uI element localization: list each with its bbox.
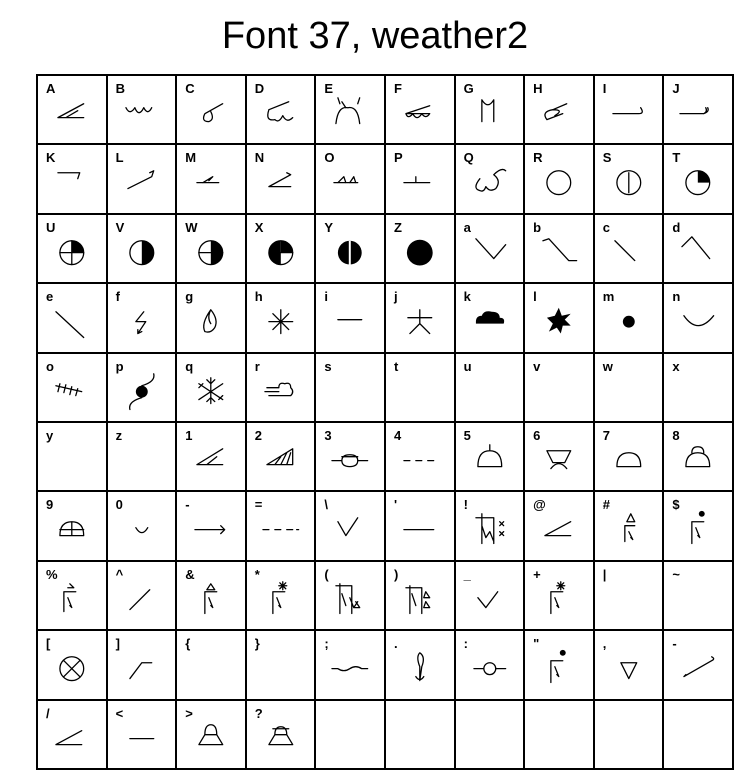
glyph-label: V [115, 219, 125, 235]
glyph-label: J [672, 81, 680, 96]
glyph-cell [663, 422, 733, 491]
glyph-label: _ [463, 566, 471, 582]
glyph-cell [594, 353, 664, 422]
dome-cross-icon [38, 492, 106, 559]
glyph-label: & [185, 566, 195, 582]
glyph-label: 2 [254, 427, 263, 443]
glyph-label: 9 [46, 497, 54, 513]
glyph-label: + [533, 566, 541, 582]
glyph-cell [315, 75, 385, 144]
glyph-cell [107, 561, 177, 630]
glyph-label: t [393, 358, 399, 374]
glyph-label: m [602, 289, 615, 305]
thunder-snow-icon [247, 562, 315, 629]
glyph-cell [524, 353, 594, 422]
glyph-cell [176, 422, 246, 491]
glyph-cell [37, 561, 107, 630]
check-slope-icon [456, 215, 524, 282]
grid-row [37, 144, 733, 213]
glyph-cell [107, 214, 177, 283]
glyph-cell [663, 283, 733, 352]
glyph-cell [524, 700, 594, 769]
glyph-cell [37, 144, 107, 213]
peak-slope-icon [664, 215, 732, 282]
glyph-label: x [672, 358, 680, 374]
long-line-icon [386, 492, 454, 559]
glyph-label: 8 [672, 427, 680, 443]
wedge-thin-icon [38, 701, 106, 768]
page-title: Font 37, weather2 [221, 15, 529, 57]
glyph-label: c [602, 219, 610, 235]
glyph-cell [176, 283, 246, 352]
glyph-cell [663, 491, 733, 560]
glyph-label: y [46, 427, 54, 443]
glyph-label: 7 [602, 427, 610, 443]
glyph-label: r [254, 358, 260, 374]
glyph-cell [663, 353, 733, 422]
glyph-table [36, 74, 734, 770]
glyph-cell [385, 700, 455, 769]
glyph-cell [37, 700, 107, 769]
glyph-label: e [46, 289, 54, 305]
glyph-label: 5 [463, 427, 471, 443]
diagonal-hook-small-icon [247, 145, 315, 212]
ledge-slope-icon [525, 215, 593, 282]
bracket-arcs-icon [316, 76, 384, 143]
glyph-cell [524, 561, 594, 630]
glyph-cell [176, 353, 246, 422]
grid-row [37, 491, 733, 560]
glyph-cell [176, 214, 246, 283]
glyph-cell [107, 491, 177, 560]
glyph-cell [176, 700, 246, 769]
glyph-label: i [324, 289, 328, 305]
glyph-cell [594, 283, 664, 352]
glyph-cell [455, 353, 525, 422]
glyph-label: I [602, 81, 607, 96]
solid-cloud-icon [456, 284, 524, 351]
glyph-cell [455, 630, 525, 699]
circle-vertical-line-icon [595, 145, 663, 212]
snowflake-asterisk-icon [247, 284, 315, 351]
glyph-cell [524, 491, 594, 560]
glyph-label: q [185, 358, 194, 374]
glyph-label: P [393, 150, 403, 166]
glyph-cell [107, 630, 177, 699]
glyph-label: W [185, 219, 198, 235]
trapezoid-arc-icon [525, 423, 593, 490]
glyph-label: # [602, 497, 610, 513]
glyph-label: a [463, 219, 471, 235]
glyph-label: , [602, 636, 607, 652]
glyph-cell [455, 422, 525, 491]
glyph-label: / [46, 705, 50, 721]
glyph-label: { [185, 636, 191, 652]
dashed-long-line-icon [247, 492, 315, 559]
glyph-label: * [254, 566, 260, 582]
glyph-label: k [463, 289, 471, 305]
diagonal-line-icon [38, 284, 106, 351]
curl-double-scallop-icon [456, 145, 524, 212]
thunder-triangle-small-icon [177, 562, 245, 629]
glyph-label: B [115, 81, 125, 96]
storm-box-triangle-icon [316, 562, 384, 629]
glyph-label: S [602, 150, 612, 166]
glyph-cell [176, 75, 246, 144]
snowflake-icon [177, 354, 245, 421]
glyph-label: O [324, 150, 335, 166]
slope-short-icon [595, 215, 663, 282]
glyph-label: M [185, 150, 197, 166]
ledge-line-icon [386, 145, 454, 212]
glyph-cell [176, 144, 246, 213]
grid-row [37, 283, 733, 352]
glyph-label: ' [393, 497, 398, 513]
glyph-cell [455, 214, 525, 283]
glyph-cell [315, 491, 385, 560]
glyph-cell [37, 422, 107, 491]
horizontal-line-icon [316, 284, 384, 351]
glyph-label: - [185, 497, 190, 513]
circle-quarter-icon [664, 145, 732, 212]
star-icon [386, 284, 454, 351]
glyph-cell [663, 214, 733, 283]
glyph-cell [37, 630, 107, 699]
glyph-label: 1 [185, 427, 193, 443]
glyph-label: C [185, 81, 195, 96]
line-double-hook-icon [664, 76, 732, 143]
glyph-cell [385, 75, 455, 144]
grid-row [37, 561, 733, 630]
glyph-cell [524, 283, 594, 352]
glyph-cell [107, 700, 177, 769]
slant-ledge-icon [108, 631, 176, 698]
grid-row [37, 700, 733, 769]
slant-line-icon [108, 562, 176, 629]
glyph-cell [455, 491, 525, 560]
diagonal-hook-icon [108, 145, 176, 212]
check-mark-icon [316, 492, 384, 559]
glyph-cell [524, 422, 594, 491]
glyph-cell [594, 561, 664, 630]
glyph-cell [594, 422, 664, 491]
glyph-label: Z [393, 219, 402, 235]
grid-row [37, 353, 733, 422]
glyph-label: w [602, 358, 613, 374]
arrow-line-icon [177, 492, 245, 559]
dot-icon [595, 284, 663, 351]
glyph-label: T [672, 150, 681, 166]
glyph-label: j [393, 289, 398, 305]
glyph-cell [315, 144, 385, 213]
glyph-cell [246, 353, 316, 422]
thunder-triangle-icon [595, 492, 663, 559]
glyph-cell [107, 353, 177, 422]
double-scallop-icon [108, 76, 176, 143]
glyph-cell [37, 491, 107, 560]
glyph-cell [37, 353, 107, 422]
glyph-label: 3 [324, 427, 332, 443]
glyph-cell [385, 422, 455, 491]
glyph-grid [36, 74, 712, 748]
glyph-label: ( [324, 566, 329, 582]
glyph-label: H [533, 81, 543, 96]
circle-full-icon [386, 215, 454, 282]
glyph-cell [524, 75, 594, 144]
dashed-line-icon [386, 423, 454, 490]
glyph-cell [385, 214, 455, 283]
glyph-label: ? [254, 705, 263, 721]
glyph-cell [663, 75, 733, 144]
glyph-label: [ [46, 636, 51, 652]
glyph-cell [455, 144, 525, 213]
wedge-slope-icon [525, 492, 593, 559]
glyph-cell [176, 630, 246, 699]
dome-bar-icon [456, 423, 524, 490]
glyph-label: = [254, 497, 263, 513]
glyph-cell [315, 700, 385, 769]
glyph-cell [315, 214, 385, 283]
dome-icon [595, 423, 663, 490]
glyph-cell [37, 75, 107, 144]
glyph-cell [663, 630, 733, 699]
dome-trapezoid-icon [247, 701, 315, 768]
glyph-cell [107, 422, 177, 491]
glyph-cell [524, 630, 594, 699]
glyph-label: n [672, 289, 681, 305]
circle-line-icon [456, 631, 524, 698]
glyph-label: } [254, 636, 260, 652]
burst-icon [525, 284, 593, 351]
glyph-label: d [672, 219, 681, 235]
glyph-label: R [533, 150, 543, 166]
glyph-label: 4 [393, 427, 402, 443]
circle-full-line-icon [316, 215, 384, 282]
circle-empty-icon [525, 145, 593, 212]
glyph-cell [663, 561, 733, 630]
short-line-icon [108, 701, 176, 768]
glyph-label: : [463, 636, 468, 652]
glyph-cell [315, 630, 385, 699]
glyph-cell [315, 353, 385, 422]
wedge-hatched-icon [247, 423, 315, 490]
thunder-dot-icon [664, 492, 732, 559]
circle-three-quarter-icon [247, 215, 315, 282]
grid-row [37, 214, 733, 283]
glyph-cell [37, 283, 107, 352]
grid-row [37, 422, 733, 491]
glyph-cell [246, 283, 316, 352]
storm-box-triangles-icon [386, 562, 454, 629]
small-arc-icon [108, 492, 176, 559]
glyph-cell [246, 75, 316, 144]
glyph-label: ; [324, 636, 329, 652]
glyph-label: ) [393, 566, 399, 582]
glyph-label: - [672, 636, 677, 652]
bracket-curve-icon [456, 76, 524, 143]
long-hook-icon [664, 631, 732, 698]
glyph-label: z [115, 427, 123, 443]
glyph-label: u [463, 358, 472, 374]
line-corner-icon [38, 145, 106, 212]
grid-row [37, 75, 733, 144]
glyph-label: D [254, 81, 265, 96]
dome-cap-icon [664, 423, 732, 490]
check-long-icon [456, 562, 524, 629]
glyph-label: G [463, 81, 474, 96]
glyph-label: > [185, 705, 193, 721]
grid-row [37, 630, 733, 699]
glyph-cell [594, 144, 664, 213]
glyph-label: ~ [672, 566, 680, 582]
glyph-cell [385, 491, 455, 560]
hatched-line-icon [38, 354, 106, 421]
glyph-cell [315, 422, 385, 491]
thunder-flag-icon [38, 562, 106, 629]
glyph-label: L [115, 150, 124, 166]
glyph-cell [594, 630, 664, 699]
glyph-cell [107, 144, 177, 213]
line-loop-icon [316, 423, 384, 490]
trapezoid-dome-icon [177, 701, 245, 768]
glyph-cell [385, 561, 455, 630]
wave-line-icon [316, 631, 384, 698]
glyph-label: s [324, 358, 332, 374]
glyph-label: $ [672, 497, 680, 513]
glyph-cell [246, 422, 316, 491]
glyph-label: A [46, 81, 56, 96]
ledge-hook-icon [177, 145, 245, 212]
glyph-label: < [115, 705, 124, 721]
glyph-cell [246, 561, 316, 630]
glyph-label: @ [533, 497, 546, 513]
circle-quarter-cross-icon [38, 215, 106, 282]
glyph-cell [524, 144, 594, 213]
glyph-cell [594, 214, 664, 283]
glyph-cell [594, 700, 664, 769]
glyph-cell [246, 144, 316, 213]
blowing-cloud-icon [247, 354, 315, 421]
bowl-icon [664, 284, 732, 351]
glyph-label: Y [324, 219, 334, 235]
glyph-cell [315, 561, 385, 630]
glyph-label: K [46, 150, 56, 166]
glyph-label: v [533, 358, 541, 374]
glyph-cell [455, 75, 525, 144]
glyph-cell [176, 491, 246, 560]
glyph-cell [246, 491, 316, 560]
glyph-cell [246, 214, 316, 283]
glyph-cell [107, 75, 177, 144]
storm-box-snow-icon [456, 492, 524, 559]
glyph-label: U [46, 219, 56, 235]
glyph-label: 6 [533, 427, 541, 443]
glyph-cell [385, 353, 455, 422]
lightning-icon [108, 284, 176, 351]
glyph-cell [594, 491, 664, 560]
glyph-cell [246, 630, 316, 699]
glyph-label: \ [324, 497, 328, 513]
glyph-label: h [254, 289, 263, 305]
glyph-cell [455, 561, 525, 630]
hurricane-icon [108, 354, 176, 421]
glyph-label: Q [463, 150, 474, 166]
glyph-cell [455, 700, 525, 769]
glyph-label: l [533, 289, 537, 305]
glyph-label: 0 [115, 497, 123, 513]
glyph-cell [524, 214, 594, 283]
glyph-label: E [324, 81, 334, 96]
glyph-label: o [46, 358, 54, 374]
glyph-label: g [185, 289, 194, 305]
drop-icon [177, 284, 245, 351]
glyph-label: b [533, 219, 542, 235]
glyph-label: F [393, 81, 402, 96]
glyph-label: N [254, 150, 265, 166]
double-wedge-icon [316, 145, 384, 212]
thunder-snow-plus-icon [525, 562, 593, 629]
wedge-icon [177, 423, 245, 490]
cloud-wedge-icon [38, 76, 106, 143]
hook-scallop-icon [177, 76, 245, 143]
wedge-double-scallop-icon [386, 76, 454, 143]
circle-half-icon [108, 215, 176, 282]
glyph-label: X [254, 219, 264, 235]
glyph-cell [663, 700, 733, 769]
glyph-cell [37, 214, 107, 283]
loop-icon [386, 631, 454, 698]
triangle-down-icon [595, 631, 663, 698]
hook-curl-icon [525, 76, 593, 143]
glyph-label: . [393, 636, 398, 652]
glyph-label: ! [463, 497, 468, 513]
circle-half-cross-icon [177, 215, 245, 282]
thunder-dot-small-icon [525, 631, 593, 698]
circle-x-icon [38, 631, 106, 698]
line-hook-icon [595, 76, 663, 143]
glyph-cell [385, 283, 455, 352]
glyph-label: p [115, 358, 124, 374]
glyph-cell [594, 75, 664, 144]
glyph-cell [455, 283, 525, 352]
glyph-cell [107, 283, 177, 352]
glyph-cell [315, 283, 385, 352]
glyph-label: % [46, 566, 58, 582]
glyph-label: f [115, 289, 120, 305]
glyph-cell [246, 700, 316, 769]
glyph-cell [663, 144, 733, 213]
glyph-label: ^ [115, 566, 124, 582]
glyph-label: | [602, 566, 607, 582]
glyph-cell [385, 144, 455, 213]
glyph-cell [176, 561, 246, 630]
hook-double-scallop-icon [247, 76, 315, 143]
glyph-label: " [533, 636, 540, 652]
glyph-cell [385, 630, 455, 699]
glyph-label: ] [115, 636, 120, 652]
